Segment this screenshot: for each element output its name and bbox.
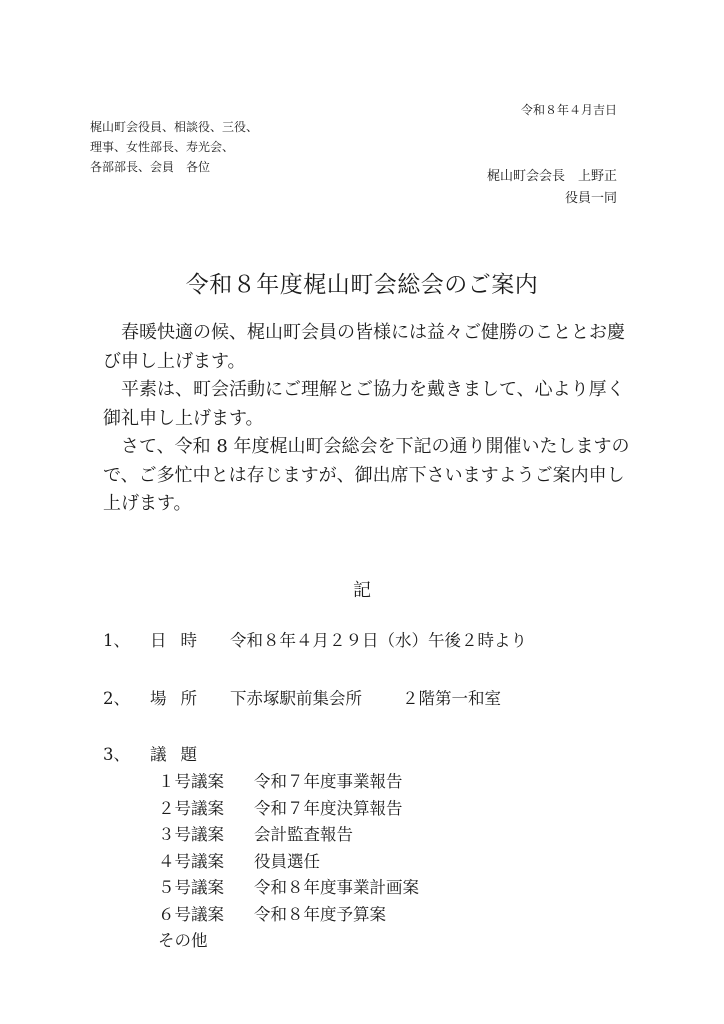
item-label: 日時: [150, 631, 211, 650]
agenda-number: ４号議案: [158, 851, 224, 871]
agenda-item: [158, 849, 419, 876]
item-value: 下赤塚駅前集会所: [230, 689, 362, 708]
document-date: 令和８年４月吉日: [520, 103, 617, 117]
sender-group: 役員一同: [564, 191, 617, 206]
item-label: 議題: [150, 745, 211, 764]
item-number: 3、: [103, 745, 130, 764]
item-room: ２階第一和室: [402, 689, 501, 708]
item-datetime: [103, 627, 527, 651]
agenda-number: ５号議案: [158, 878, 224, 897]
greeting-paragraph: 春暖快適の候、梶山町会員の皆様には益々ご健勝のこととお慶び申し上げます。: [103, 322, 625, 372]
recipients-block: [90, 117, 258, 177]
agenda-number: １号議案: [158, 772, 224, 791]
item-label: 場所: [150, 689, 211, 708]
agenda-number: ３号議案: [158, 825, 224, 844]
recipients-line: 梶山町会役員、相談役、三役、: [90, 120, 259, 134]
greeting-body: [103, 319, 633, 519]
agenda-number: ６号議案: [158, 904, 224, 924]
recipients-line: 各部部長、会員 各位: [90, 160, 211, 174]
agenda-number: ２号議案: [158, 798, 224, 818]
item-agenda: [103, 741, 230, 765]
recipients-line: 理事、女性部長、寿光会、: [90, 140, 235, 154]
sender-block: [487, 166, 617, 210]
agenda-text: 役員選任: [254, 851, 320, 871]
greeting-paragraph: 平素は、町会活動にご理解とご協力を戴きまして、心より厚く御礼申し上げます。: [103, 379, 625, 429]
agenda-item: [158, 822, 419, 849]
greeting-paragraph: さて、令和 8 年度梶山町会総会を下記の通り開催いたしますので、ご多忙中とは存じますが、御出席下さいますようご案内申し上げます。: [103, 436, 630, 514]
agenda-item: [158, 902, 419, 929]
agenda-text: 会計監査報告: [254, 825, 353, 844]
item-value: 令和８年４月２９日（水）午後２時より: [230, 631, 527, 650]
item-number: 1、: [103, 631, 130, 650]
agenda-list: [158, 769, 419, 955]
agenda-other: その他: [158, 931, 208, 950]
agenda-text: 令和８年度予算案: [254, 904, 386, 924]
item-number: 2、: [103, 689, 130, 708]
agenda-item: [158, 769, 419, 796]
sender-name: 梶山町会会長 上野正: [486, 169, 617, 184]
agenda-item: [158, 796, 419, 823]
page-title: 令和８年度梶山町会総会のご案内: [185, 272, 539, 298]
agenda-text: 令和７年度事業報告: [254, 772, 403, 791]
item-place: [103, 685, 501, 709]
ki-heading: 記: [353, 580, 371, 601]
agenda-item: [158, 875, 419, 902]
agenda-text: 令和８年度事業計画案: [254, 878, 419, 897]
agenda-text: 令和７年度決算報告: [254, 798, 403, 818]
